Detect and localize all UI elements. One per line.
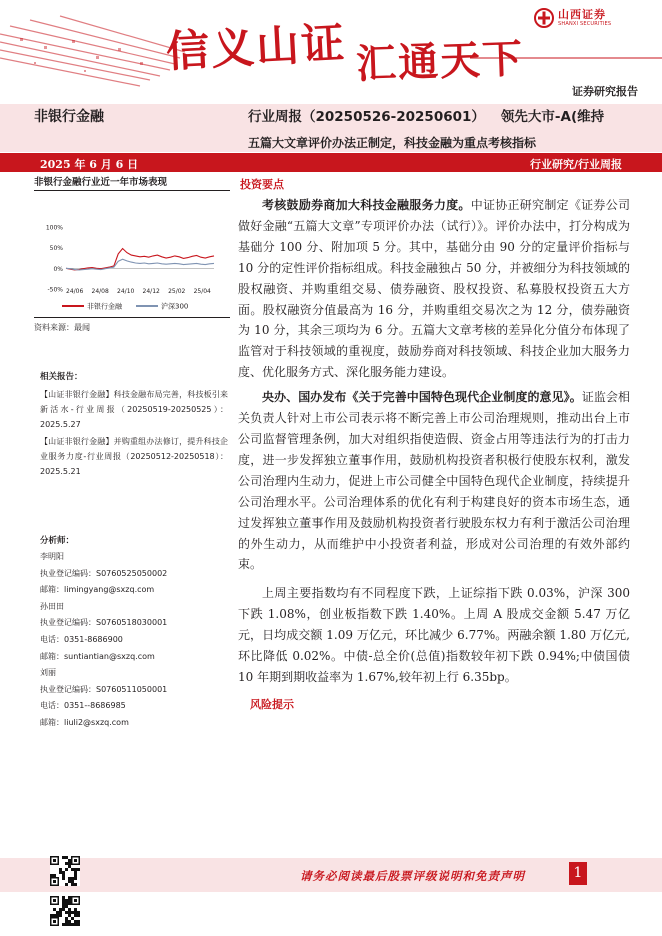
paragraph-lead: 央办、国办发布《关于完善中国特色现代企业制度的意见》。: [262, 390, 582, 405]
sector-name: 非银行金融: [34, 109, 104, 125]
x-tick-label: 25/04: [193, 288, 211, 295]
page-number: 1: [569, 862, 587, 885]
x-tick-label: 24/06: [66, 288, 84, 295]
y-tick-label: 0%: [53, 265, 63, 273]
brand-name-cn: 山西证券: [558, 7, 606, 21]
related-report-item[interactable]: 【山证非银行金融】科技金融布局完善，科技板引来新活水-行业周报（20250519-20250525）：2025.5.27: [40, 390, 228, 429]
analyst-registration: 执业登记编码：S0760525050002: [40, 568, 168, 578]
y-tick-label: 100%: [45, 224, 63, 232]
analyst-name: 李明阳: [40, 552, 64, 561]
sidebar: [34, 174, 230, 333]
report-category: 行业研究/行业周报: [529, 158, 622, 171]
analyst-registration: 执业登记编码：S0760518030001: [40, 618, 168, 628]
paragraph-tech-finance: [238, 195, 630, 383]
risk-warning-heading[interactable]: 风险提示: [250, 697, 294, 711]
chart-svg: [34, 193, 230, 315]
analysts-block: [40, 534, 228, 732]
report-title-text: 行业周报（20250526-20250601）: [248, 109, 485, 125]
x-tick-label: 24/12: [142, 288, 160, 295]
chart-title: 非银行金融行业近一年市场表现: [34, 174, 230, 191]
paragraph-body: 证监会相关负责人针对上市公司表示将不断完善上市公司治理规则，推动出台上市公司监督管理条例，加大对组织指使造假、资金占用等违法行为的打击力度，进一步发挥独立董事作用，鼓励机构投资者积极行使股东权利，激发公司治理内生动力，促进上市公司健全中国特色现代企业制度，持续提升公司治理水平。公司治理体系的优化有利于构建良好的资本市场生态，通过发挥独立董事作用及鼓励机构投资者行驶股东权力有利于激活公司治理的外生动力，从而维护中小投资者利益，形成对公司治理的有效外部约束。: [238, 390, 630, 572]
x-tick-label: 24/08: [91, 288, 109, 295]
key-points-heading: 投资要点: [240, 178, 284, 191]
brand-name-en: SHANXI SECURITIES: [558, 20, 612, 27]
analyst-email[interactable]: 邮箱：suntiantian@sxzq.com: [40, 651, 155, 661]
paragraph-body: 中证协正研究制定《证券公司做好金融“五篇大文章”专项评价办法（试行）》。评价办法中，打分构成为基础分 100 分、附加项 5 分。其中，基础分由 90 分的定量评价指标与 10 分的定性评价指标组成。科技金融独占 50 分，并被细分为科技领域的股权融资、并购重组交易、债券融资、股权投资、私募股权投资五大方面。股权融资分值最高为 16 分，并购重组交易次之为 12 分，债券融资为 10 分，其余三项均为 6 分。五篇大文章考核的差异化分值分布体现了监管对于科技领域的重视度，鼓励券商对科技领域、科技企业加大服务力度、优化服务方式、深化服务能力建设。: [238, 198, 630, 380]
x-tick-label: 24/10: [117, 288, 135, 295]
legend-label: 沪深300: [161, 302, 189, 311]
report-subtitle: 五篇大文章评价办法正制定，科技金融为重点考核指标: [248, 136, 537, 150]
main-content: [238, 176, 630, 712]
paragraph-corporate-governance: [238, 387, 630, 575]
report-type-label: 证券研究报告: [572, 85, 638, 98]
report-title: [248, 105, 604, 125]
analyst-name: 孙田田: [40, 601, 64, 611]
related-reports: [40, 370, 228, 479]
series-line-非银行金融: [66, 249, 214, 271]
paragraph-lead: 考核鼓励券商加大科技金融服务力度。: [262, 198, 471, 212]
y-tick-label: 50%: [49, 245, 63, 253]
slogan-left: 信义山证: [164, 18, 348, 78]
analyst-email[interactable]: 邮箱：limingyang@sxzq.com: [40, 585, 155, 595]
report-date: 2025 年 6 月 6 日: [40, 158, 139, 171]
brand-logo-block: [534, 8, 611, 28]
paragraph-market-review: 上周主要指数均有不同程度下跌，上证综指下跌 0.03%，沪深 300 下跌 1.08%，创业板指数下跌 1.40%。上周 A 股成交金额 5.47 万亿元，日均成交额 1.09 万亿元，环比减少 6.77%。两融余额 1.80 万亿元,环比降低 0.02%。中债-总全价(总值)指数较年初下跌 0.94%;中债国债 10 年期到期收益率为 1.67%,较年初上行 6.35bp。: [238, 586, 630, 684]
related-report-item[interactable]: 【山证非银行金融】并购重组办法修订，提升科技企业服务力度-行业周报（20250512-20250518）：2025.5.21: [40, 437, 228, 476]
qr-code-icon: [50, 896, 80, 926]
analyst-phone: 电话：0351-8686900: [40, 634, 123, 644]
investment-rating: 领先大市-A(维持: [500, 109, 605, 125]
analyst-registration: 执业登记编码：S0760511050001: [40, 684, 168, 694]
analyst-name: 刘丽: [40, 668, 56, 678]
chart-source: 资料来源：最闻: [34, 323, 90, 332]
x-tick-label: 25/02: [168, 288, 186, 295]
analyst-email[interactable]: 邮箱：liuli2@sxzq.com: [40, 717, 129, 727]
related-reports-heading: 相关报告：: [40, 372, 83, 382]
analysts-heading: 分析师：: [40, 536, 75, 546]
y-tick-label: -50%: [47, 286, 63, 294]
header-banner: [0, 0, 662, 104]
shanxi-securities-logo-icon: [534, 8, 554, 28]
legend-label: 非银行金融: [87, 302, 122, 311]
footer-disclaimer: 请务必阅读最后股票评级说明和免责声明: [300, 869, 525, 883]
analyst-phone: 电话：0351--8686985: [40, 701, 126, 711]
qr-code-icon: [50, 856, 80, 886]
slogan-right: 汇通天下: [355, 35, 525, 88]
market-performance-chart: [34, 193, 230, 315]
